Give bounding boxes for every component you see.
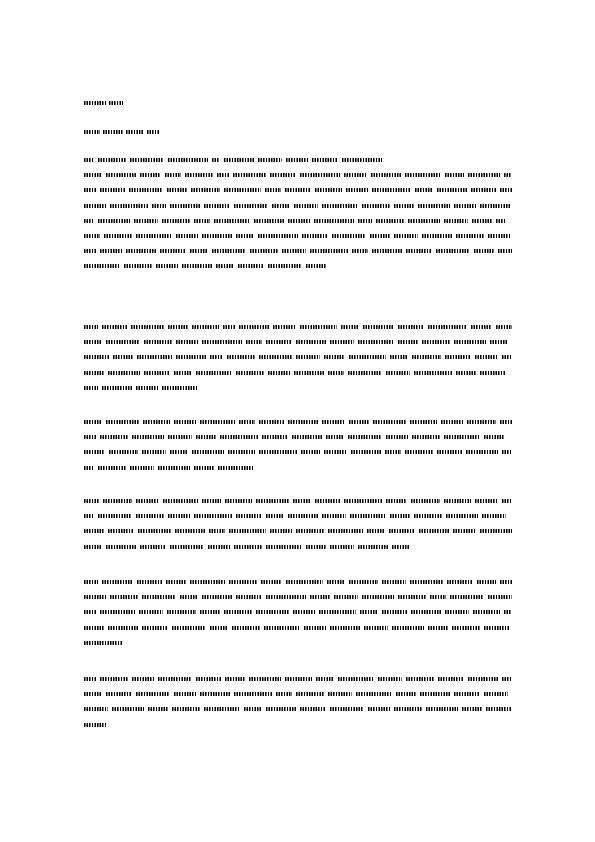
paragraph-5: [84, 580, 516, 656]
header-line-1: [84, 98, 123, 108]
paragraph-2: [84, 325, 516, 401]
paragraph-3: [84, 420, 516, 481]
paragraph-6: [84, 677, 516, 738]
paragraph-1: [84, 158, 516, 280]
header-line-2: [84, 127, 159, 137]
paragraph-4: [84, 499, 516, 560]
